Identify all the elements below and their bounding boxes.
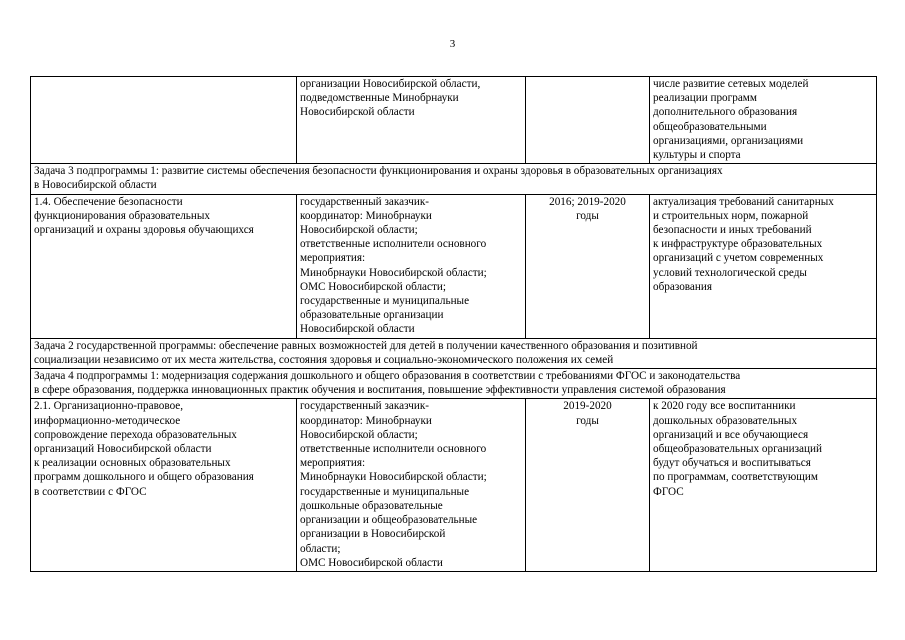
task-header-row — [31, 369, 877, 399]
page-number: 3 — [449, 38, 456, 50]
result-cell: актуализация требований санитарных и строительных норм, пожарной безопасности и иных требований к инфраструктуре образовательных организаций с учетом современных условий технологической среды образования — [650, 194, 877, 338]
action-cell: 2.1. Организационно-правовое, информационно-методическое сопровождение перехода образовательных организаций Новосибирской области к реализации основных образовательных программ дошкольного и общего образования в соответствии с ФГОС — [31, 399, 297, 571]
program-table — [30, 76, 877, 572]
table-row — [31, 194, 877, 338]
task-header-row — [31, 164, 877, 194]
executors-cell: государственный заказчик- координатор: Минобрнауки Новосибирской области; ответственные исполнители основного мероприятия: Минобрнауки Новосибирской области; ОМС Новосибирской области; государственные и муниципальные образовательные организации Новосибирской области — [297, 194, 526, 338]
period-cell: 2019-2020 годы — [526, 399, 650, 571]
table-row — [31, 77, 877, 164]
task-header-row — [31, 338, 877, 368]
period-cell — [526, 77, 650, 164]
table-row — [31, 399, 877, 571]
action-cell — [31, 77, 297, 164]
result-cell: числе развитие сетевых моделей реализации программ дополнительного образования общеобразовательными организациями, организациями культуры и спорта — [650, 77, 877, 164]
task-header-text: Задача 4 подпрограммы 1: модернизация содержания дошкольного и общего образования в соответствии с требованиями ФГОС и законодательства в сфере образования, поддержка инновационных практик обучения и воспитания, повышение эффективности управления системой образования — [31, 369, 877, 399]
executors-cell: организации Новосибирской области, подведомственные Минобрнауки Новосибирской области — [297, 77, 526, 164]
task-header-text: Задача 3 подпрограммы 1: развитие системы обеспечения безопасности функционирования и охраны здоровья в образовательных организациях в Новосибирской области — [31, 164, 877, 194]
period-cell: 2016; 2019-2020 годы — [526, 194, 650, 338]
action-cell: 1.4. Обеспечение безопасности функционирования образовательных организаций и охраны здоровья обучающихся — [31, 194, 297, 338]
result-cell: к 2020 году все воспитанники дошкольных образовательных организаций и все обучающиеся общеобразовательных организаций будут обучаться и воспитываться по программам, соответствующим ФГОС — [650, 399, 877, 571]
task-header-text: Задача 2 государственной программы: обеспечение равных возможностей для детей в получении качественного образования и позитивной социализации независимо от их места жительства, состояния здоровья и социально-экономического положения их семей — [31, 338, 877, 368]
executors-cell: государственный заказчик- координатор: Минобрнауки Новосибирской области; ответственные исполнители основного мероприятия: Минобрнауки Новосибирской области; государственные и муниципальные дошкольные образовательные организации и общеобразовательные организации в Новосибирской области; ОМС Новосибирской области — [297, 399, 526, 571]
